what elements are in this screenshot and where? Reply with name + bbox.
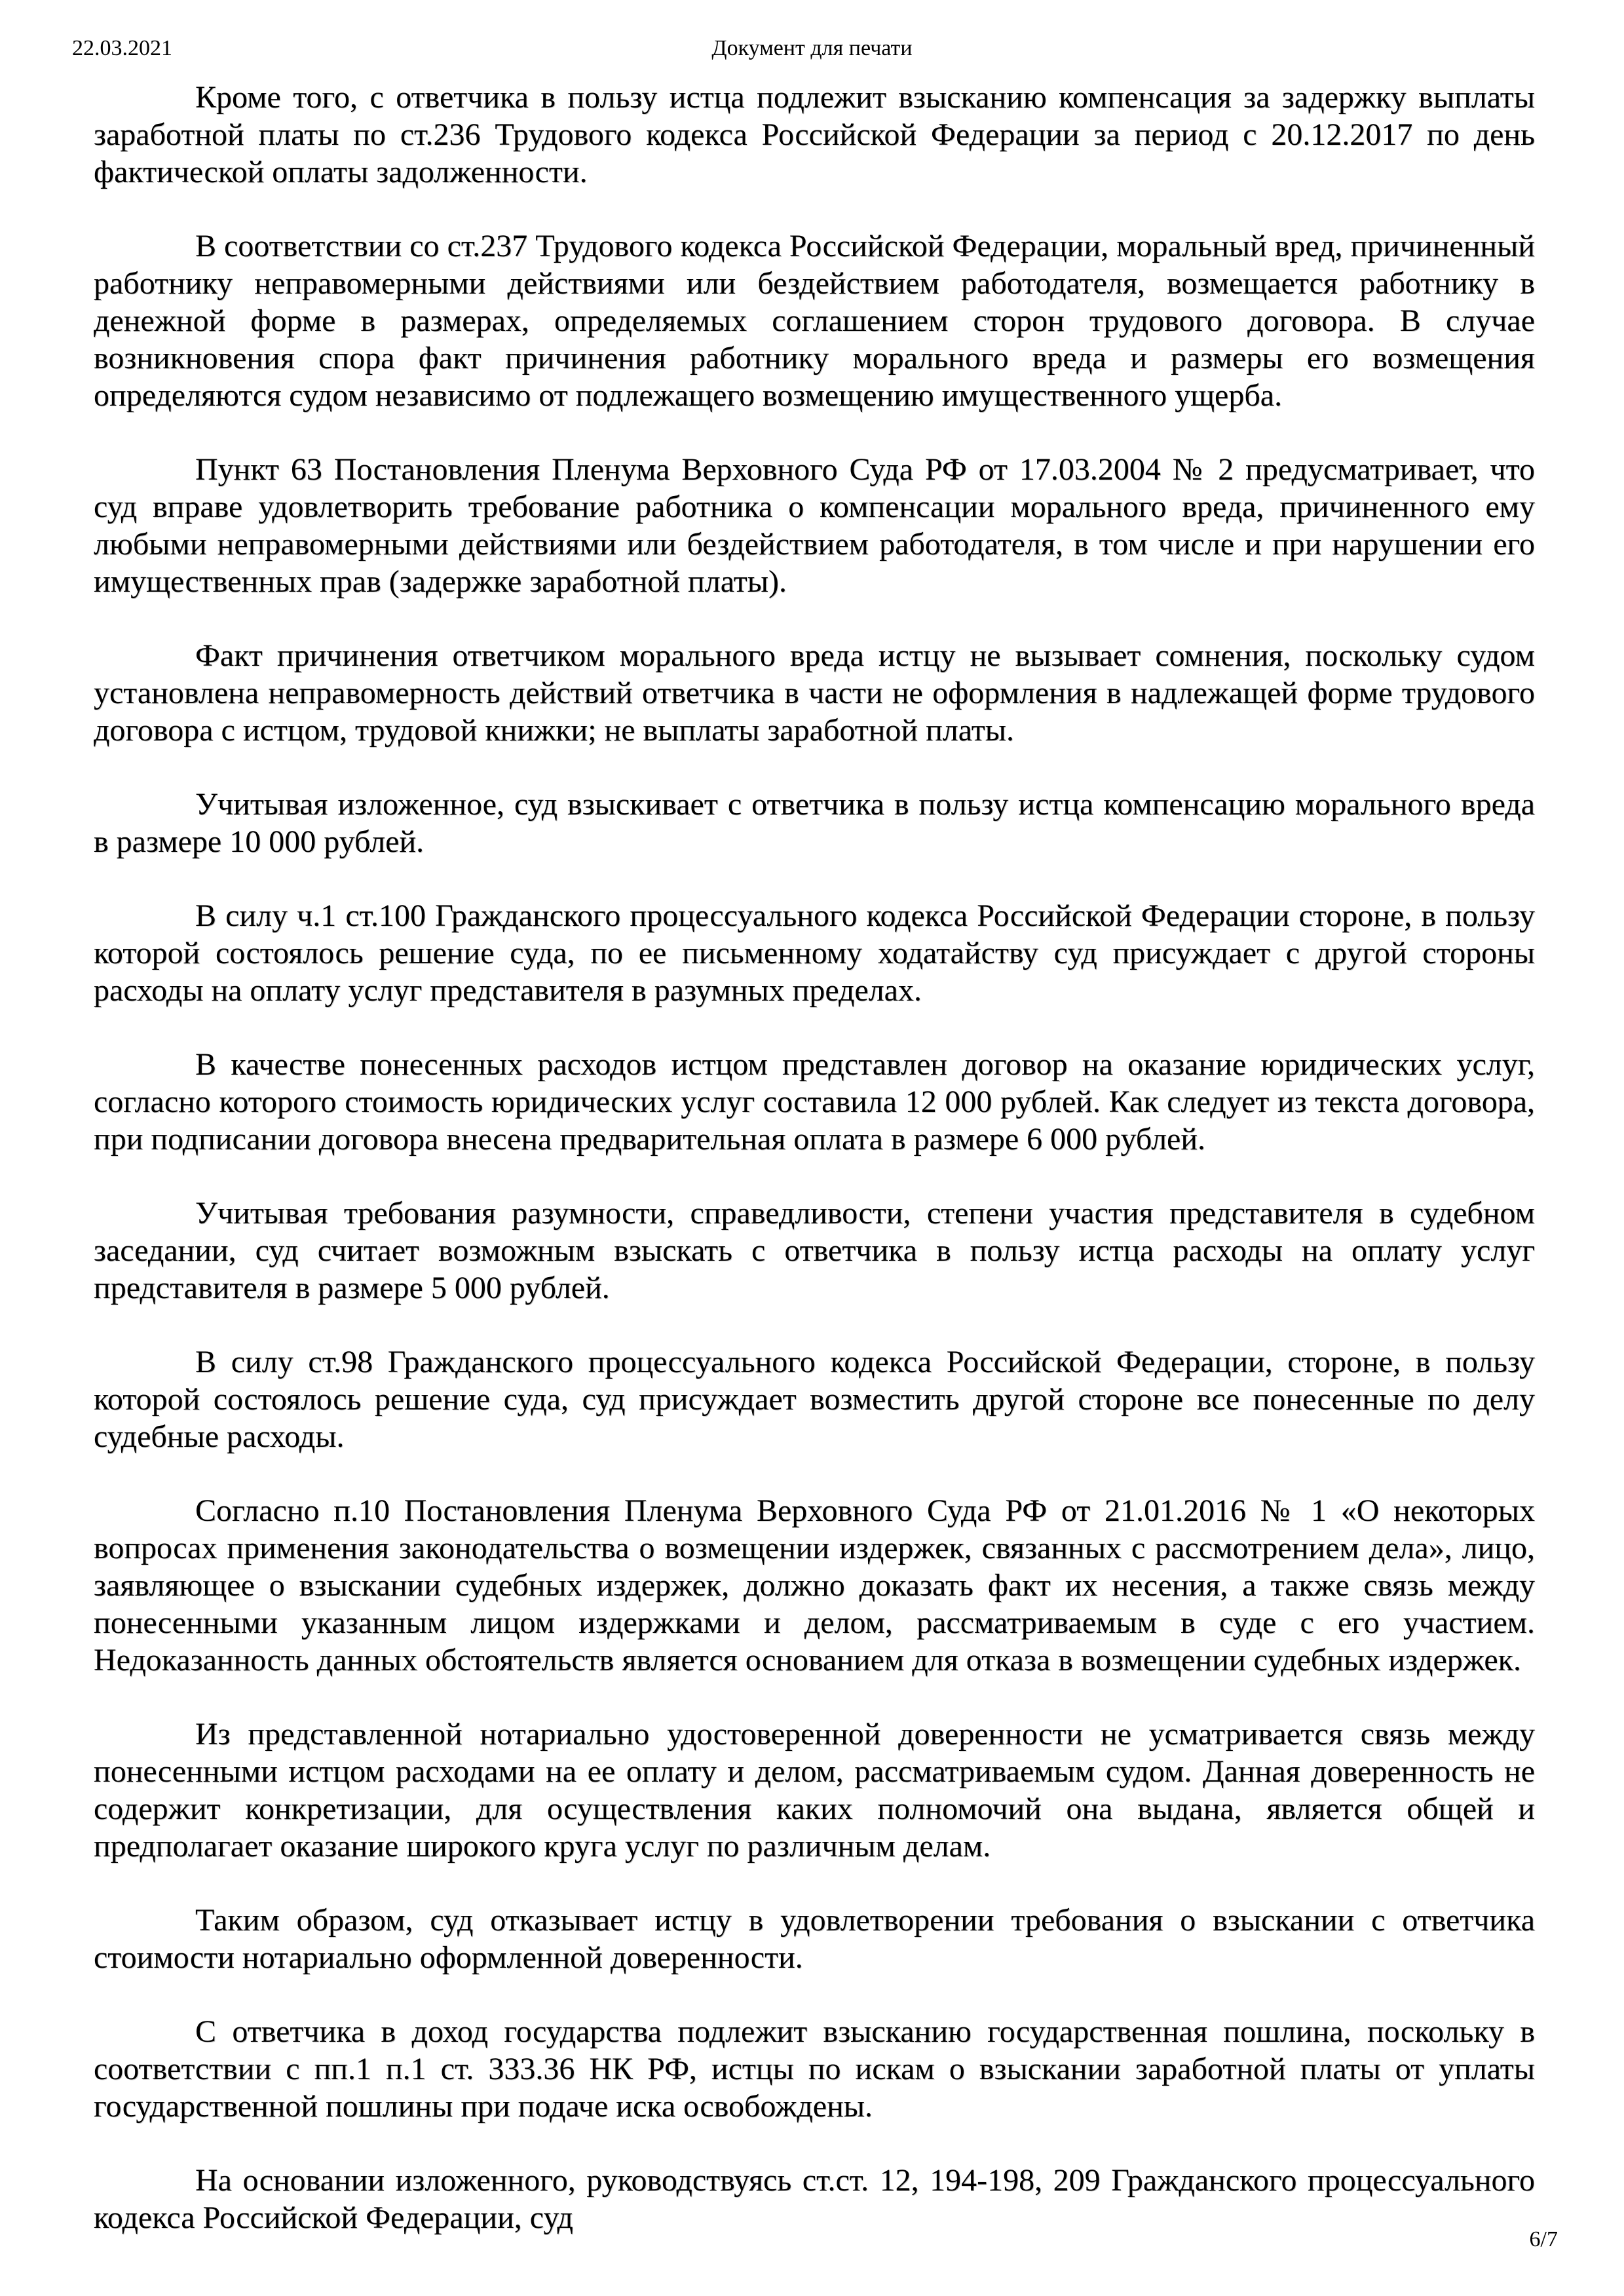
paragraph: Согласно п.10 Постановления Пленума Верховного Суда РФ от 21.01.2016 № 1 «О некоторых вопросах применения законодательства о возмещении издержек, связанных с рассмотрением дела», лицо, заявляющее о взыскании судебных издержек, должно доказать факт их несения, а также связь между понесенными указанным лицом издержками и делом, рассматриваемым в суде с его участием. Недоказанность данных обстоятельств является основанием для отказа в возмещении судебных издержек.	[94, 1493, 1535, 1677]
paragraph: С ответчика в доход государства подлежит взысканию государственная пошлина, поскольку в соответствии с пп.1 п.1 ст. 333.36 НК РФ, истцы по искам о взыскании заработной платы от уплаты государственной пошлины при подаче иска освобождены.	[94, 2014, 1535, 2124]
paragraph: Кроме того, с ответчика в пользу истца подлежит взысканию компенсация за задержку выплаты заработной платы по ст.236 Трудового кодекса Российской Федерации за период с 20.12.2017 по день фактической оплаты задолженности.	[94, 80, 1535, 189]
paragraph: В качестве понесенных расходов истцом представлен договор на оказание юридических услуг, согласно которого стоимость юридических услуг составила 12 000 рублей. Как следует из текста договора, при подписании договора внесена предварительная оплата в размере 6 000 рублей.	[94, 1047, 1535, 1157]
print-header	[0, 34, 1624, 63]
paragraph: Факт причинения ответчиком морального вреда истцу не вызывает сомнения, поскольку судом установлена неправомерность действий ответчика в части не оформления в надлежащей форме трудового договора с истцом, трудовой книжки; не выплаты заработной платы.	[94, 638, 1535, 748]
document-title: Документ для печати	[711, 36, 913, 60]
paragraph: Учитывая изложенное, суд взыскивает с ответчика в пользу истца компенсацию морального вреда в размере 10 000 рублей.	[94, 787, 1535, 859]
print-date: 22.03.2021	[72, 36, 172, 60]
paragraph: На основании изложенного, руководствуясь ст.ст. 12, 194-198, 209 Гражданского процессуального кодекса Российской Федерации, суд	[94, 2163, 1535, 2235]
paragraph: В силу ст.98 Гражданского процессуального кодекса Российской Федерации, стороне, в пользу которой состоялось решение суда, суд присуждает возместить другой стороне все понесенные по делу судебные расходы.	[94, 1345, 1535, 1454]
print-footer	[1530, 2227, 1558, 2253]
paragraph: В соответствии со ст.237 Трудового кодекса Российской Федерации, моральный вред, причиненный работнику неправомерными действиями или бездействием работодателя, возмещается работнику в денежной форме в размерах, определяемых соглашением сторон трудового договора. В случае возникновения спора факт причинения работнику морального вреда и размеры его возмещения определяются судом независимо от подлежащего возмещению имущественного ущерба.	[94, 229, 1535, 413]
paragraph: Пункт 63 Постановления Пленума Верховного Суда РФ от 17.03.2004 № 2 предусматривает, что суд вправе удовлетворить требование работника о компенсации морального вреда, причиненного ему любыми неправомерными действиями или бездействием работодателя, в том числе и при нарушении его имущественных прав (задержке заработной платы).	[94, 452, 1535, 599]
paragraph: Из представленной нотариально удостоверенной доверенности не усматривается связь между понесенными истцом расходами на ее оплату и делом, рассматриваемым судом. Данная доверенность не содержит конкретизации, для осуществления каких полномочий она выдана, является общей и предполагает оказание широкого круга услуг по различным делам.	[94, 1717, 1535, 1864]
page-number: 6/7	[1529, 2227, 1558, 2251]
paragraph: Учитывая требования разумности, справедливости, степени участия представителя в судебном заседании, суд считает возможным взыскать с ответчика в пользу истца расходы на оплату услуг представителя в размере 5 000 рублей.	[94, 1196, 1535, 1305]
paragraph: Таким образом, суд отказывает истцу в удовлетворении требования о взыскании с ответчика стоимости нотариально оформленной доверенности.	[94, 1903, 1535, 1975]
document-body	[94, 79, 1535, 2273]
paragraph: В силу ч.1 ст.100 Гражданского процессуального кодекса Российской Федерации стороне, в пользу которой состоялось решение суда, по ее письменному ходатайству суд присуждает с другой стороны расходы на оплату услуг представителя в разумных пределах.	[94, 898, 1535, 1008]
